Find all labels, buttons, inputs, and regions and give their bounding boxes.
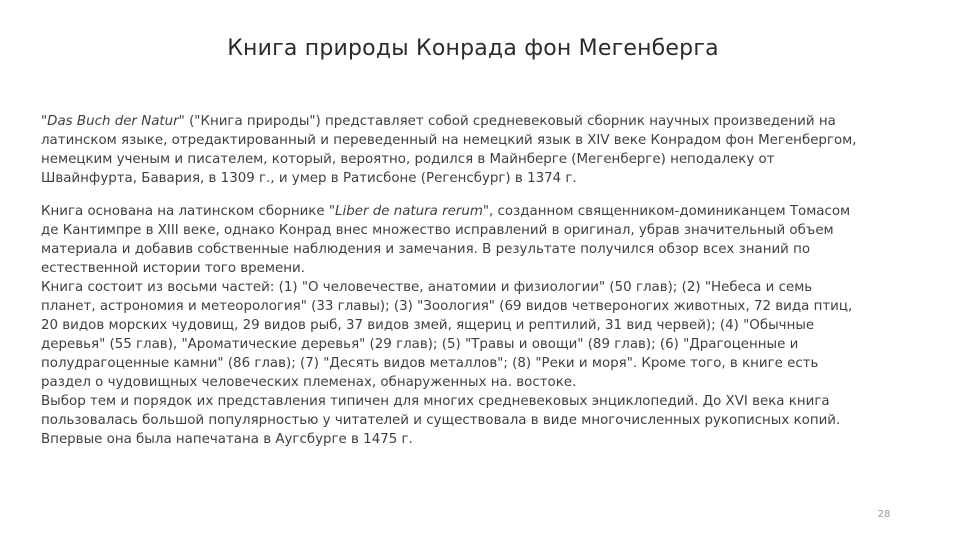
slide-title: Книга природы Конрада фон Мегенберга (227, 36, 719, 61)
paragraph-source (41, 202, 871, 278)
book-title-german: "Das Buch der Natur" (41, 114, 185, 129)
book-title-latin: "Liber de natura rerum" (328, 204, 490, 219)
paragraph-popularity: Выбор тем и порядок их представления типичен для многих средневековых энциклопедий. До XVI века книга пользовалась большой популярностью у читателей и существовала в виде многочисленных рукописных копий. Впервые она была напечатана в Аугсбурге в 1475 г. (41, 394, 841, 447)
paragraph-structure: Книга состоит из восьми частей: (1) "О человечестве, анатомии и физиологии" (50 глав); (2) "Небеса и семь планет, астрономия и метеорология" (33 главы); (3) "Зоология" (69 видов четвероногих животных, 72 вида птиц, 20 видов морских чудовищ, 29 видов рыб, 37 видов змей, ящериц и рептилий, 31 вид червей); (4) "Обычные деревья" (55 глав), "Ароматические деревья" (29 глав); (5) "Травы и овощи" (89 глав); (6) "Драгоценные и полудрагоценные камни" (86 глав); (7) "Десять видов металлов"; (8) "Реки и моря". Кроме того, в книге есть раздел о чудовищных человеческих племенах, обнаруженных на. востоке. (41, 280, 853, 390)
paragraph-source-text-after: , созданном священником-доминиканцем Томасом де Кантимпре в XIII веке, однако Конрад внес множество исправлений в оригинал, убрав значительный объем материала и добавив собственные наблюдения и замечания. В результате получился обзор всех знаний по естественной истории того времени. (41, 204, 851, 276)
page-number: 28 (877, 509, 891, 520)
slide-body (41, 112, 871, 449)
paragraph-source-text-before: Книга основана на латинском сборнике (41, 204, 329, 219)
paragraph-intro (41, 112, 871, 188)
paragraph-intro-text: ("Книга природы") представляет собой средневековый сборник научных произведений на латинском языке, отредактированный и переведенный на немецкий язык в XIV веке Конрадом фон Мегенбергом, немецким ученым и писателем, который, вероятно, родился в Майнберге (Мегенберге) неподалеку от Швайнфурта, Бавария, в 1309 г., и умер в Ратисбоне (Регенсбург) в 1374 г. (41, 114, 857, 186)
